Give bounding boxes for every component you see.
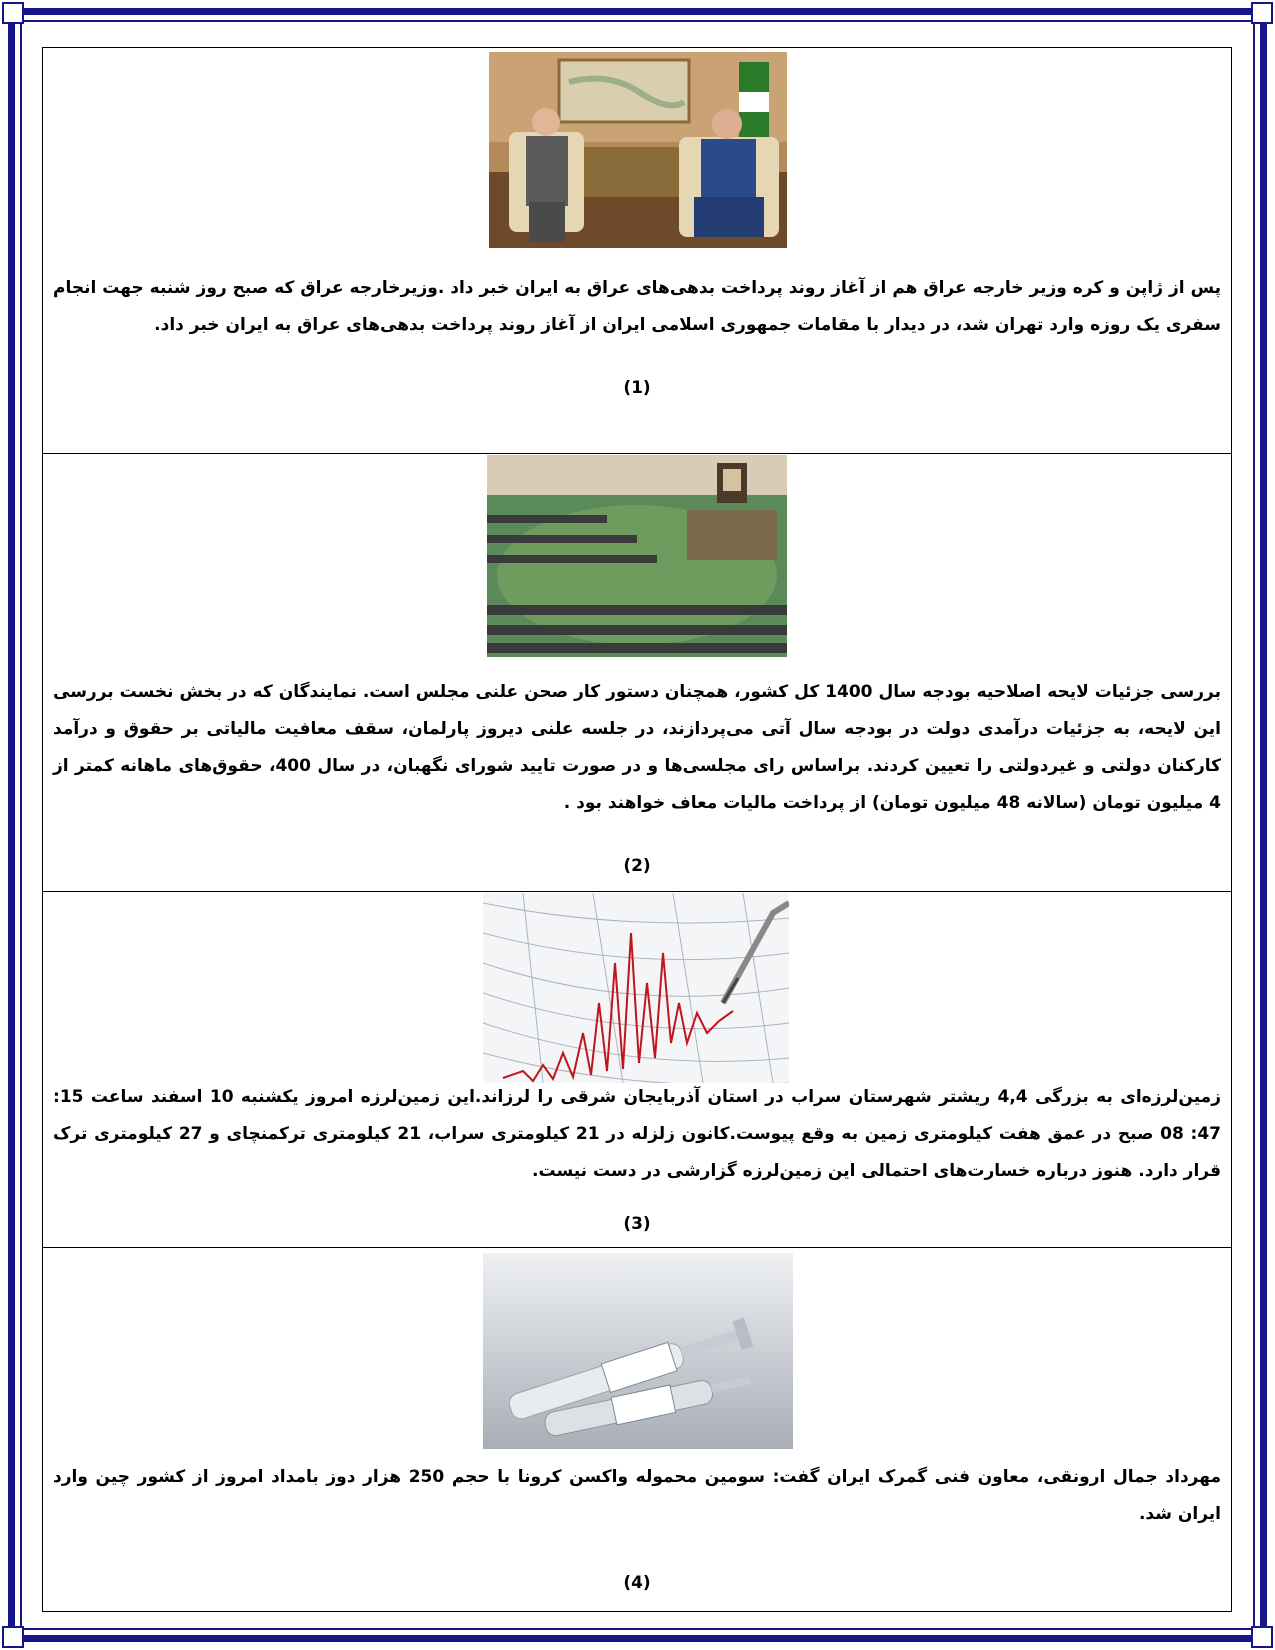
news-caption: (2) <box>623 856 651 876</box>
news-paragraph: مهرداد جمال ارونقی، معاون فنی گمرک ایران گفت: سومین محموله واکسن کرونا با حجم 250 هزار دوز بامداد امروز از کشور چین وارد ایران شد. <box>53 1467 1221 1524</box>
news-caption: (3) <box>623 1214 651 1234</box>
news-item <box>43 892 1231 1247</box>
seismograph-photo <box>483 893 789 1083</box>
news-item <box>43 48 1231 453</box>
meeting-photo <box>489 52 787 248</box>
frame-corner-ornament <box>1251 2 1273 24</box>
news-table <box>42 47 1232 1612</box>
frame-corner-ornament <box>2 1626 24 1648</box>
news-paragraph: پس از ژاپن و کره وزیر خارجه عراق هم از آغاز روند پرداخت بدهی‌های عراق به ایران خبر داد .وزیرخارجه عراق که صبح روز شنبه جهت انجام سفری یک روزه وارد تهران شد، در دیدار با مقامات جمهوری اسلامی ایران از آغاز روند پرداخت بدهی‌های عراق به ایران خبر داد. <box>53 278 1221 335</box>
news-paragraph: زمین‌لرزه‌ای به بزرگی 4,4 ریشتر شهرستان سراب در استان آذربایجان شرقی را لرزاند.این زمین‌لرزه امروز یکشنبه 10 اسفند ساعت 15: 47: 08 صبح در عمق هفت کیلومتری زمین به وقع پیوست.کانون زلزله در 21 کیلومتری سراب، 21 کیلومتری ترکمنچای و 27 کیلومتری ترک قرار دارد. هنوز درباره خسارت‌های احتمالی این زمین‌لرزه گزارشی در دست نیست. <box>53 1087 1222 1181</box>
frame-corner-ornament <box>2 2 24 24</box>
news-paragraph: بررسی جزئیات لایحه اصلاحیه بودجه سال 1400 کل کشور، همچنان دستور کار صحن علنی مجلس است. نمایندگان که در بخش نخست بررسی این لایحه، به جزئیات درآمدی دولت در بودجه سال آتی می‌پردازند، در جلسه علنی دیروز پارلمان، سقف معافیت مالیاتی بر حقوق و درآمد کارکنان دولتی و غیردولتی را تعیین کردند. براساس رای مجلسی‌ها و در صورت تایید شورای نگهبان، در سال 400، حقوق‌های ماهانه کمتر از 4 میلیون تومان (سالانه 48 میلیون تومان) از پرداخت مالیات معاف خواهند بود . <box>53 682 1222 813</box>
news-caption: (4) <box>623 1573 651 1593</box>
frame-corner-ornament <box>1251 1626 1273 1648</box>
news-caption: (1) <box>623 378 651 398</box>
vaccine-photo <box>483 1253 793 1449</box>
news-item <box>43 454 1231 891</box>
news-item <box>43 1248 1231 1613</box>
parliament-photo <box>487 455 787 657</box>
